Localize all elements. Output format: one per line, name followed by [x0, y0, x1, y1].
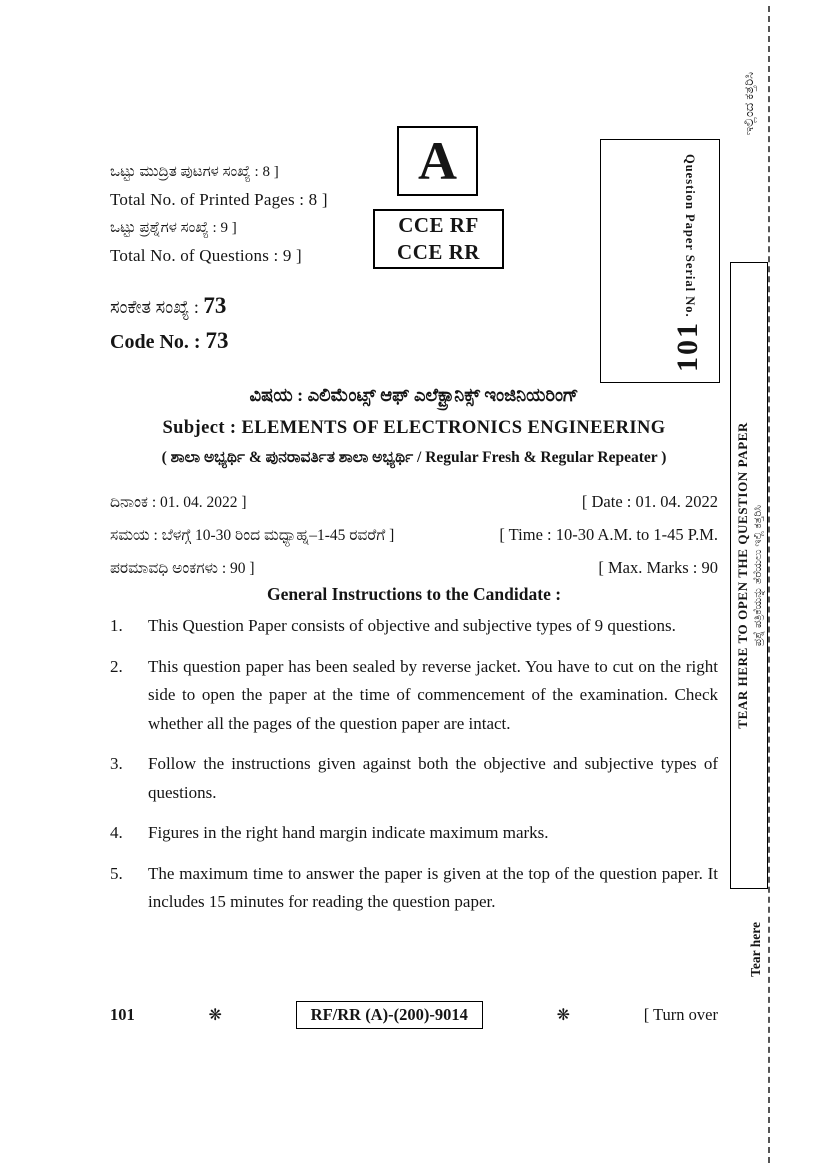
- version-box: [397, 126, 478, 196]
- code-no-en-value: 73: [205, 328, 229, 353]
- questions-count-kn: ಒಟ್ಟು ಪ್ರಶ್ನೆಗಳ ಸಂಖ್ಯೆ : 9 ]: [110, 220, 237, 236]
- time-kn: ಸಮಯ : ಬೆಳಗ್ಗೆ 10-30 ರಿಂದ ಮಧ್ಯಾಹ್ನ–1-45 ರವರೆಗೆ ]: [110, 527, 395, 544]
- code-number-block: [110, 293, 229, 354]
- instruction-item: [110, 653, 718, 739]
- date-en: [ Date : 01. 04. 2022: [581, 492, 718, 511]
- instruction-number: 2.: [110, 656, 123, 676]
- date-row: [110, 490, 718, 515]
- code-no-kn-value: 73: [203, 293, 227, 318]
- candidate-type-line: ( ಶಾಲಾ ಅಭ್ಯರ್ಥಿ & ಪುನರಾವರ್ತಿತ ಶಾಲಾ ಅಭ್ಯರ್ಥಿ / Regular Fresh & Regular Repeater ): [161, 449, 667, 466]
- questions-count-en: Total No. of Questions : 9 ]: [110, 246, 302, 265]
- marks-en: [ Max. Marks : 90: [598, 558, 718, 577]
- paper-code-box: RF/RR (A)-(200)-9014: [296, 1001, 483, 1029]
- instructions-heading: General Instructions to the Candidate :: [266, 584, 562, 604]
- footer: [110, 1001, 718, 1029]
- instruction-number: 1.: [110, 616, 123, 635]
- date-kn: ದಿನಾಂಕ : 01. 04. 2022 ]: [110, 494, 247, 511]
- code-no-kn: [110, 293, 229, 319]
- tear-strip-kn-label: ಪ್ರಶ್ನೆ ಪತ್ರಿಕೆಯನ್ನು ತೆರೆಯಲು ಇಲ್ಲಿ ಕತ್ತರಿಸಿ: [751, 504, 764, 647]
- instruction-number: 3.: [110, 754, 123, 773]
- tear-strip-box: [730, 262, 768, 889]
- footer-page-code: 101: [110, 1005, 135, 1024]
- instruction-text: Figures in the right hand margin indicate maximum marks.: [148, 823, 549, 842]
- time-row: [110, 523, 718, 548]
- instruction-item: [110, 860, 718, 917]
- version-letter: A: [418, 131, 457, 191]
- instructions-list: [110, 612, 718, 929]
- code-no-kn-label: ಸಂಕೇತ ಸಂಖ್ಯೆ :: [110, 297, 204, 317]
- serial-number-label: Question Paper Serial No.: [683, 154, 697, 318]
- page-counts-block: [110, 158, 328, 270]
- tear-dashed-line: [768, 6, 770, 1163]
- instruction-text: The maximum time to answer the paper is given at the top of the question paper. It includes 15 minutes for reading the question paper.: [148, 863, 718, 911]
- cut-here-kn-label: ಇಲ್ಲಿಂದ ಕತ್ತರಿಸಿ: [741, 72, 756, 136]
- instruction-text: This question paper has been sealed by reverse jacket. You have to cut on the right side to open the paper at the time of commencement of the examination. Check whether all the pages of the question paper are intact.: [148, 656, 718, 733]
- serial-number-value: 101: [671, 321, 704, 372]
- ornament-icon: ❋: [208, 1007, 222, 1024]
- marks-row: [110, 556, 718, 581]
- instruction-text: Follow the instructions given against both the objective and subjective types of questions.: [148, 754, 718, 802]
- exam-meta-block: [110, 490, 718, 589]
- serial-number-box: [600, 139, 720, 383]
- subject-block: [96, 385, 732, 467]
- printed-pages-en: Total No. of Printed Pages : 8 ]: [110, 190, 328, 209]
- tear-strip-en-label: TEAR HERE TO OPEN THE QUESTION PAPER: [734, 422, 750, 729]
- subject-title-en: Subject : ELEMENTS OF ELECTRONICS ENGINEERING: [162, 418, 666, 438]
- instruction-item: [110, 819, 718, 848]
- marks-kn: ಪರಮಾವಧಿ ಅಂಕಗಳು : 90 ]: [110, 560, 255, 577]
- cce-box: [373, 209, 504, 269]
- turn-over-label: [ Turn over: [643, 1005, 718, 1024]
- cce-rr-label: CCE RR: [397, 240, 480, 264]
- code-no-en: [110, 328, 229, 354]
- instruction-text: This Question Paper consists of objective and subjective types of 9 questions.: [148, 616, 676, 635]
- instruction-number: 5.: [110, 863, 123, 883]
- printed-pages-kn: ಒಟ್ಟು ಮುದ್ರಿತ ಪುಟಗಳ ಸಂಖ್ಯೆ : 8 ]: [110, 164, 279, 180]
- subject-title-kn: ವಿಷಯ : ಎಲಿಮೆಂಟ್ಸ್ ಆಫ್ ಎಲೆಕ್ಟ್ರಾನಿಕ್ಸ್ ಇಂಜಿನಿಯರಿಂಗ್: [249, 385, 579, 405]
- instruction-item: [110, 612, 718, 641]
- instruction-number: 4.: [110, 823, 123, 842]
- tear-here-label: Tear here: [748, 922, 763, 977]
- instruction-item: [110, 750, 718, 807]
- ornament-icon: ❋: [556, 1007, 570, 1024]
- cce-rf-label: CCE RF: [398, 213, 479, 237]
- code-no-en-label: Code No. :: [110, 331, 206, 353]
- time-en: [ Time : 10-30 A.M. to 1-45 P.M.: [499, 525, 718, 544]
